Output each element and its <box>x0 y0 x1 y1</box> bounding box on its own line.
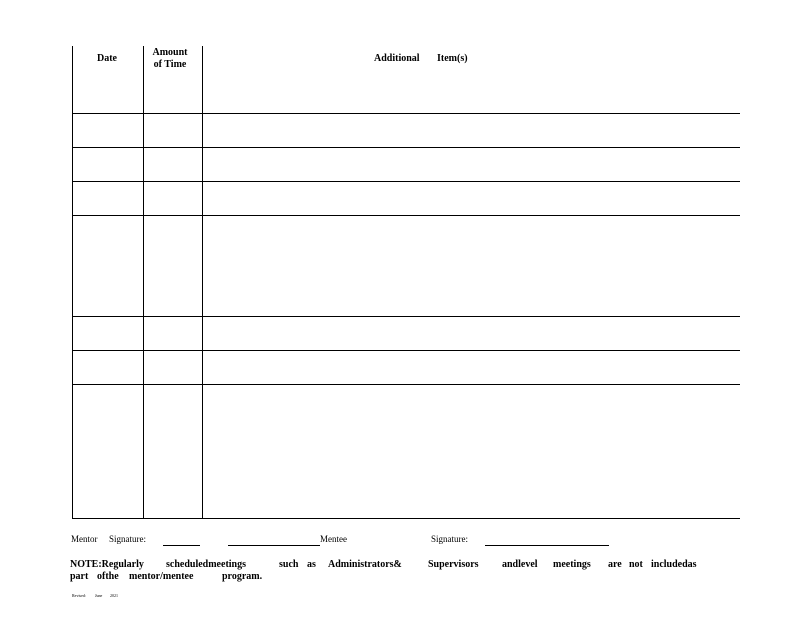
mentor-label: Mentor <box>71 534 98 544</box>
table-row-rule <box>72 147 740 148</box>
note-word: not <box>629 559 643 570</box>
note-word: ofthe <box>97 571 119 582</box>
table-row-rule <box>72 350 740 351</box>
column-header-amount-of-time <box>145 47 195 71</box>
note-word: as <box>307 559 316 570</box>
table-row-rule <box>72 181 740 182</box>
table-row-rule <box>72 384 740 385</box>
column-header-amount-line2: of Time <box>153 59 187 70</box>
note-word: part <box>70 571 89 582</box>
note-word: Supervisors <box>428 559 479 570</box>
mentor-signature-line <box>163 545 200 546</box>
mentee-name-line <box>228 545 320 546</box>
column-header-additional: Additional <box>374 53 420 64</box>
table-divider-date-amount <box>143 46 144 519</box>
note-word: Administrators& <box>328 559 402 570</box>
mentee-signature-line <box>485 545 609 546</box>
mentor-signature-label: Signature: <box>109 534 146 544</box>
revised-label: Revised: <box>72 593 86 598</box>
note-word: NOTE:Regularly <box>70 559 144 570</box>
column-header-amount-line1: Amount <box>152 47 188 58</box>
column-header-date: Date <box>97 53 117 64</box>
table-divider-amount-items <box>202 46 203 519</box>
revised-year: 2021 <box>110 593 118 598</box>
note-word: are <box>608 559 622 570</box>
table-row-rule <box>72 316 740 317</box>
note-word: mentor/mentee <box>129 571 194 582</box>
table-bottom-border <box>72 518 740 519</box>
note-word: includedas <box>651 559 697 570</box>
column-header-items: Item(s) <box>437 53 468 64</box>
note-word: meetings <box>553 559 591 570</box>
table-left-border <box>72 46 73 519</box>
note-word: andlevel <box>502 559 538 570</box>
table-header-rule <box>72 113 740 114</box>
note-word: program. <box>222 571 263 582</box>
revised-month: June <box>95 593 103 598</box>
table-row-rule <box>72 215 740 216</box>
mentee-signature-label: Signature: <box>431 534 468 544</box>
mentee-label: Mentee <box>320 534 347 544</box>
note-word: such <box>279 559 299 570</box>
note-word: scheduledmeetings <box>166 559 246 570</box>
